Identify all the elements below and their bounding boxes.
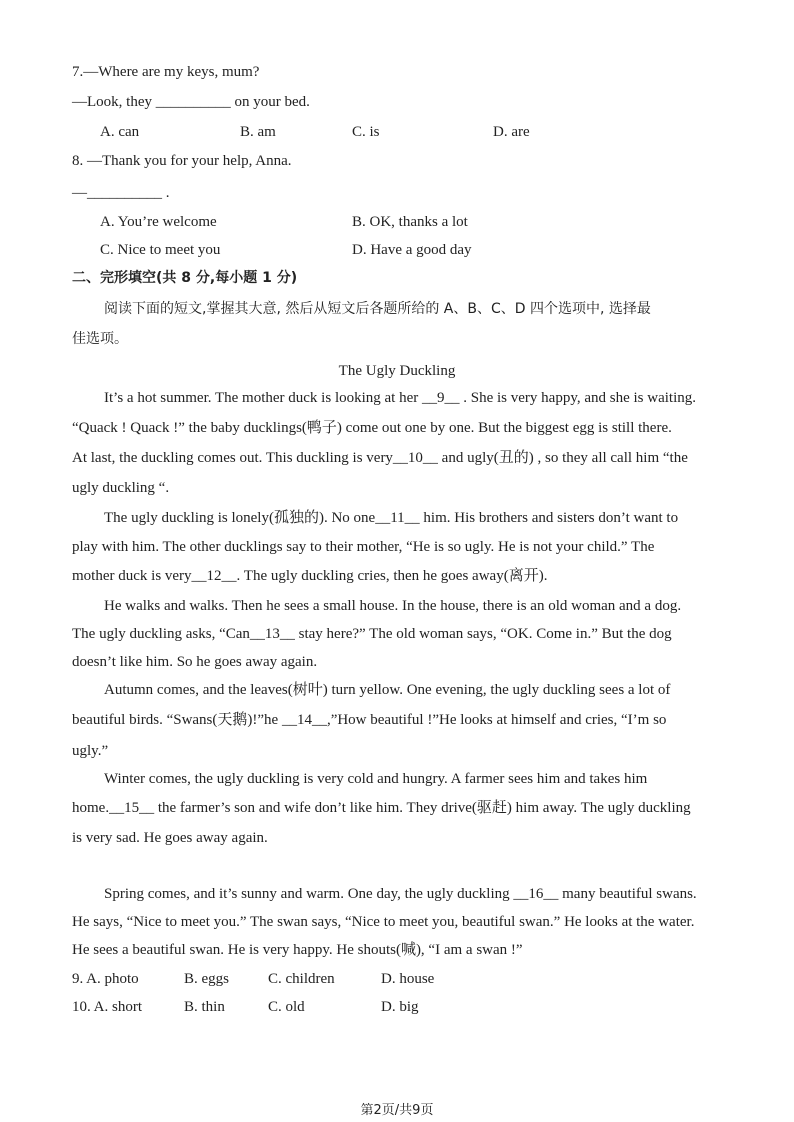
paragraph-line: ugly.” — [72, 743, 109, 759]
paragraph-line: ugly duckling “. — [72, 480, 170, 496]
paragraph-line: The ugly duckling asks, “Can__13__ stay here?” The old woman says, “OK. Come in.” But the dog — [72, 626, 672, 642]
q9-option-c: C. children — [268, 971, 335, 987]
paragraph-line: beautiful birds. “Swans(天鹅)!”he __14__,”How beautiful !”He looks at himself and cries, “I’m so — [72, 712, 667, 728]
q9-option-a: 9. A. photo — [72, 971, 139, 987]
q8-option-b: B. OK, thanks a lot — [352, 214, 468, 230]
q9-option-d: D. house — [381, 971, 435, 987]
q7-option-a: A. can — [100, 124, 140, 140]
q7-question: 7.—Where are my keys, mum? — [72, 64, 260, 80]
story-title: The Ugly Duckling — [338, 363, 456, 379]
paragraph-line: Spring comes, and it’s sunny and warm. One day, the ugly duckling __16__ many beautiful swans. — [104, 886, 697, 902]
paragraph-line: He sees a beautiful swan. He is very happy. He shouts(喊), “I am a swan !” — [72, 942, 523, 958]
paragraph-line: At last, the duckling comes out. This duckling is very__10__ and ugly(丑的) , so they all call him “the — [72, 450, 688, 466]
section-instruction-line1: 阅读下面的短文,掌握其大意, 然后从短文后各题所给的 A、B、C、D 四个选项中, 选择最 — [104, 301, 651, 317]
section-title: 二、完形填空(共 8 分,每小题 1 分) — [72, 270, 298, 286]
paragraph-line: The ugly duckling is lonely(孤独的). No one__11__ him. His brothers and sisters don’t want to — [104, 510, 679, 526]
q8-option-a: A. You’re welcome — [100, 214, 217, 230]
paragraph-line: Autumn comes, and the leaves(树叶) turn yellow. One evening, the ugly duckling sees a lot of — [104, 682, 671, 698]
q7-option-b: B. am — [240, 124, 276, 140]
q7-option-c: C. is — [352, 124, 380, 140]
paragraph-line: is very sad. He goes away again. — [72, 830, 268, 846]
paragraph-line: It’s a hot summer. The mother duck is looking at her __9__ . She is very happy, and she is waiting. — [104, 390, 696, 406]
paragraph-line: mother duck is very__12__. The ugly duckling cries, then he goes away(离开). — [72, 568, 548, 584]
q10-option-d: D. big — [381, 999, 419, 1015]
q8-answer-line: —__________ . — [72, 185, 170, 201]
q7-answer-line: —Look, they __________ on your bed. — [72, 94, 310, 110]
paragraph-line: home.__15__ the farmer’s son and wife don’t like him. They drive(驱赶) him away. The ugly duckling — [72, 800, 691, 816]
q8-option-d: D. Have a good day — [352, 242, 472, 258]
q10-option-a: 10. A. short — [72, 999, 143, 1015]
q7-option-d: D. are — [493, 124, 530, 140]
section-instruction-line2: 佳选项。 — [72, 331, 128, 347]
paragraph-line: He says, “Nice to meet you.” The swan says, “Nice to meet you, beautiful swan.” He looks at the water. — [72, 914, 695, 930]
q10-option-c: C. old — [268, 999, 305, 1015]
q8-option-c: C. Nice to meet you — [100, 242, 221, 258]
q10-option-b: B. thin — [184, 999, 225, 1015]
paragraph-line: doesn’t like him. So he goes away again. — [72, 654, 318, 670]
q8-question: 8. —Thank you for your help, Anna. — [72, 153, 292, 169]
page-number: 第2页/共9页 — [360, 1103, 434, 1118]
paragraph-line: play with him. The other ducklings say to their mother, “He is so ugly. He is not your child.” The — [72, 539, 655, 555]
q9-option-b: B. eggs — [184, 971, 229, 987]
paragraph-line: “Quack ! Quack !” the baby ducklings(鸭子) come out one by one. But the biggest egg is still there. — [72, 420, 672, 436]
paragraph-line: Winter comes, the ugly duckling is very cold and hungry. A farmer sees him and takes him — [104, 771, 648, 787]
paragraph-line: He walks and walks. Then he sees a small house. In the house, there is an old woman and a dog. — [104, 598, 682, 614]
